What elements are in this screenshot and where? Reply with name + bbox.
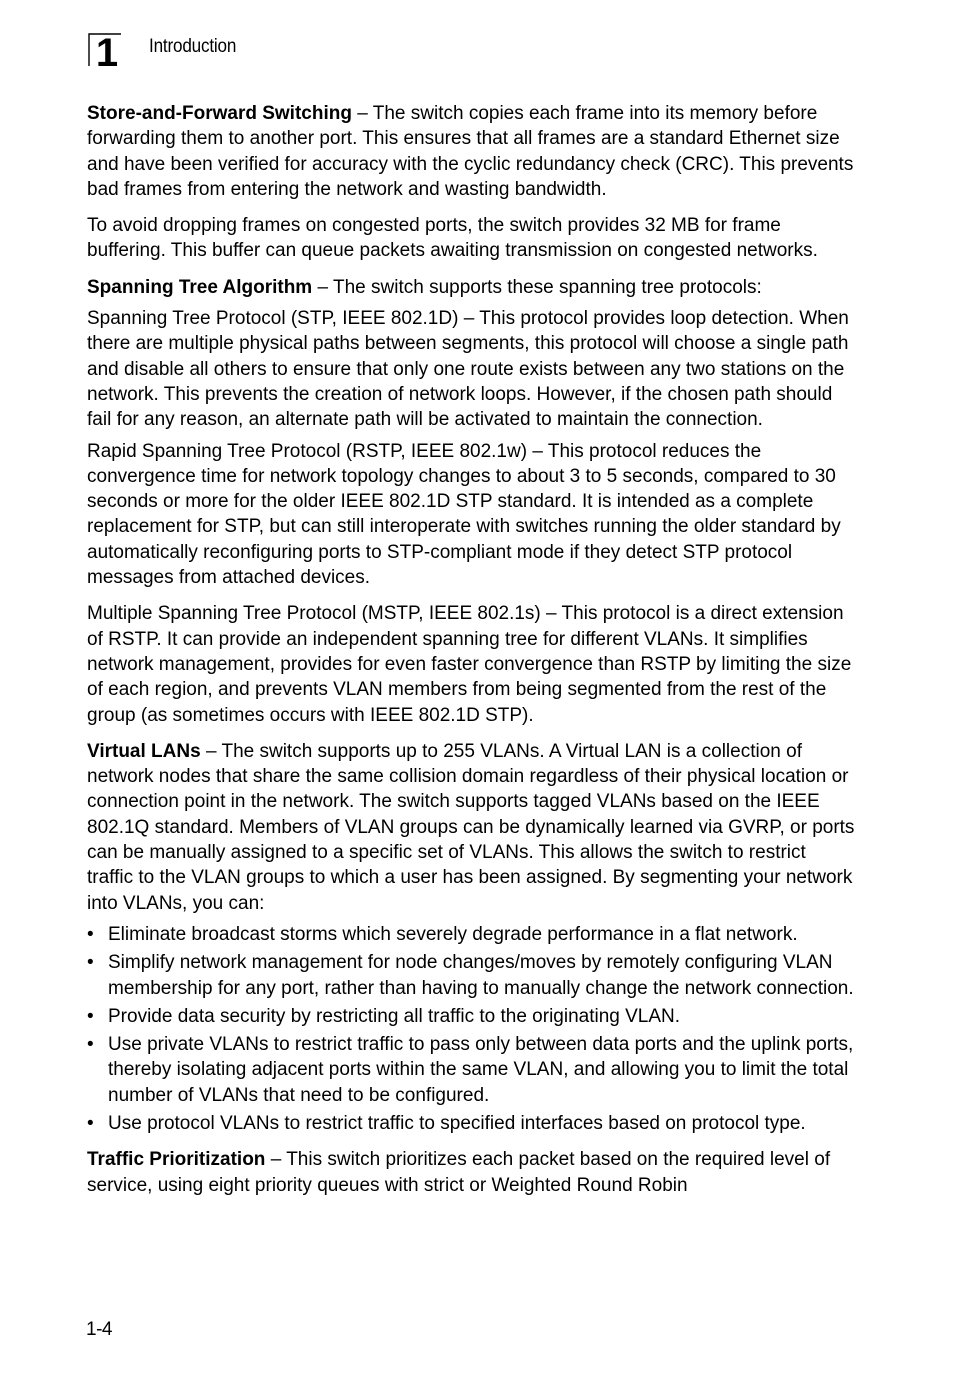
bullet-icon: • (87, 1034, 94, 1056)
store-forward-term: Store-and-Forward Switching (87, 103, 352, 124)
store-forward-paragraph (87, 101, 857, 202)
list-item-text: Use protocol VLANs to restrict traffic to specified interfaces based on protocol type. (108, 1112, 806, 1134)
list-item-text: Provide data security by restricting all traffic to the originating VLAN. (108, 1005, 681, 1027)
list-item (87, 1032, 857, 1108)
stp-paragraph: Spanning Tree Protocol (STP, IEEE 802.1D) – This protocol provides loop detection. When there are multiple physical paths between segments, this protocol will choose a single path and disable all others to ensure that only one route exists between any two stations on the network. This prevents the creation of network loops. However, if the chosen path should fail for any reason, an alternate path will be activated to maintain the connection. (87, 308, 849, 431)
buffering-paragraph: To avoid dropping frames on congested ports, the switch provides 32 MB for frame buffering. This buffer can queue packets awaiting transmission on congested networks. (87, 215, 818, 262)
chapter-title: Introduction (149, 36, 237, 57)
spanning-tree-paragraph (87, 275, 857, 300)
mstp-paragraph: Multiple Spanning Tree Protocol (MSTP, IEEE 802.1s) – This protocol is a direct extension of RSTP. It can provide an independent spanning tree for different VLANs. It simplifies network management, provides for even faster convergence than RSTP by limiting the size of each region, and prevents VLAN members from being segmented from the rest of the group (as sometimes occurs with IEEE 802.1D STP). (87, 603, 852, 726)
chapter-badge-graphic (88, 33, 122, 67)
list-item-text: Eliminate broadcast storms which severely degrade performance in a flat network. (108, 923, 798, 945)
bullet-icon: • (87, 923, 94, 945)
chapter-number-badge (88, 33, 122, 67)
list-item (87, 950, 857, 1001)
store-forward-text: – The switch copies each frame into its memory before forwarding them to another port. This ensures that all frames are a standard Ethernet size and have been verified for accuracy with the cyclic redundancy check (CRC). This prevents bad frames from entering the network and wasting bandwidth. (87, 103, 854, 200)
chapter-number: 1 (95, 33, 119, 67)
bullet-icon: • (87, 1112, 94, 1134)
list-item-text: Use private VLANs to restrict traffic to pass only between data ports and the uplink ports, thereby isolating adjacent ports within the same VLAN, and allowing you to limit the total number of VLANs that need to be configured. (108, 1034, 854, 1106)
list-item (87, 922, 857, 947)
page-body (87, 101, 857, 1198)
bullet-icon: • (87, 1005, 94, 1027)
vlans-term: Virtual LANs (87, 740, 201, 762)
list-item (87, 1111, 857, 1136)
bullet-icon: • (87, 952, 94, 974)
spanning-tree-term: Spanning Tree Algorithm (87, 276, 313, 298)
vlan-benefits-list (87, 922, 857, 1136)
rstp-paragraph: Rapid Spanning Tree Protocol (RSTP, IEEE 802.1w) – This protocol reduces the convergence time for network topology changes to about 3 to 5 seconds, compared to 30 seconds or more for the older IEEE 802.1D STP standard. It is intended as a complete replacement for STP, but can still interoperate with switches running the older standard by automatically reconfiguring ports to STP-compliant mode if they detect STP protocol messages from attached devices. (87, 440, 841, 589)
list-item (87, 1004, 857, 1029)
traffic-paragraph (87, 1147, 857, 1198)
list-item-text: Simplify network management for node changes/moves by remotely configuring VLAN membership for any port, rather than having to manually change the network connection. (108, 952, 854, 999)
page-number: 1-4 (86, 1319, 112, 1340)
traffic-term: Traffic Prioritization (87, 1149, 266, 1171)
spanning-tree-text: – The switch supports these spanning tree protocols: (312, 276, 762, 298)
traffic-text: – This switch prioritizes each packet based on the required level of service, using eight priority queues with strict or Weighted Round Robin (87, 1149, 831, 1196)
vlans-text: – The switch supports up to 255 VLANs. A Virtual LAN is a collection of network nodes that share the same collision domain regardless of their physical location or connection point in the network. The switch supports tagged VLANs based on the IEEE 802.1Q standard. Members of VLAN groups can be dynamically learned via GVRP, or ports can be manually assigned to a specific set of VLANs. This allows the switch to restrict traffic to the VLAN groups to which a user has been assigned. By segmenting your network into VLANs, you can: (87, 740, 855, 914)
vlans-paragraph (87, 739, 857, 916)
